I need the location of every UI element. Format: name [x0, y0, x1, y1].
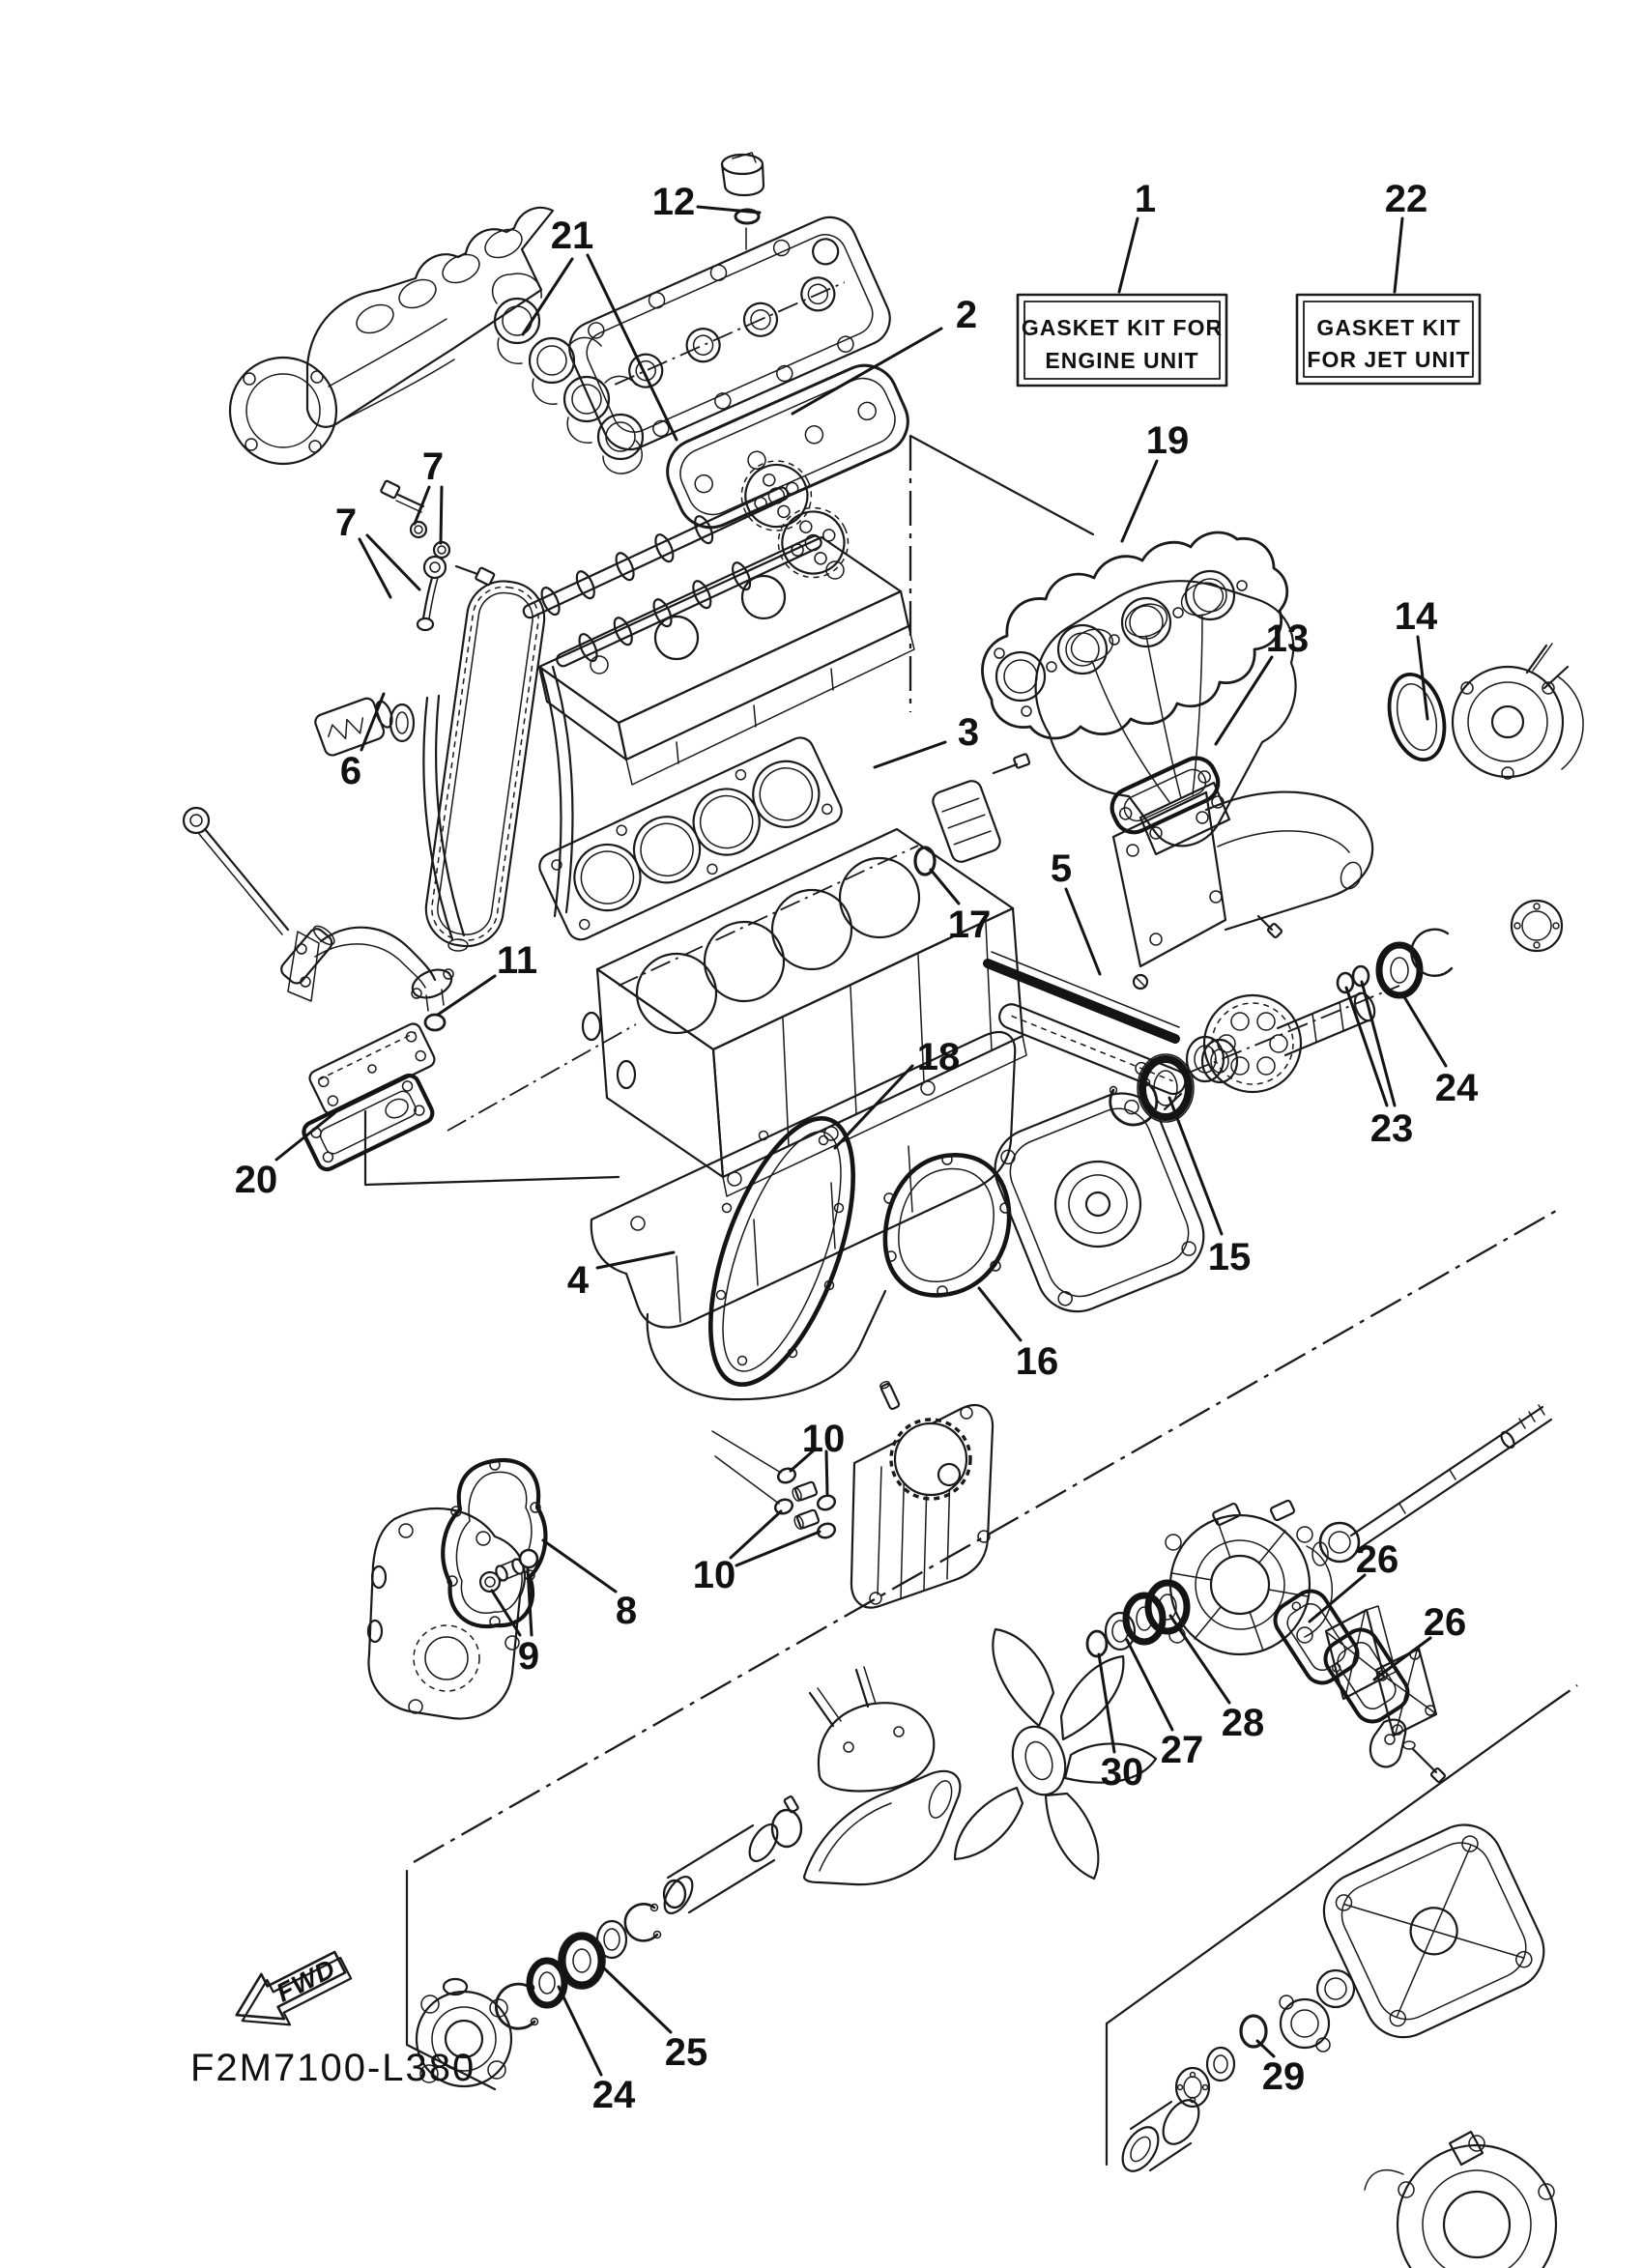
timing-chain-drawing	[421, 577, 573, 951]
callout-7: 7	[334, 502, 358, 544]
callout-leader-4	[597, 1252, 674, 1268]
callout-4: 4	[566, 1259, 590, 1302]
callout-leader-24	[1403, 995, 1446, 1066]
callout-2: 2	[955, 294, 978, 336]
callout-21: 21	[550, 215, 594, 257]
valve-cover-drawing	[561, 209, 898, 458]
callout-27: 27	[1160, 1729, 1204, 1771]
jet-kit-label-line1: GASKET KIT	[1316, 315, 1461, 340]
callout-leader-22	[1395, 218, 1402, 292]
callout-leader-7	[441, 487, 442, 543]
callout-24: 24	[591, 2074, 636, 2116]
callout-leader-5	[1066, 889, 1100, 974]
callout-1: 1	[1134, 178, 1157, 220]
exhaust-pipe-drawing	[1113, 792, 1372, 966]
callout-leader-9	[492, 1591, 520, 1635]
callout-25: 25	[664, 2031, 708, 2074]
drawing-code: F2M7100-L380	[190, 2047, 476, 2089]
callout-15: 15	[1207, 1236, 1252, 1278]
jet-nozz-drawing	[1365, 2132, 1556, 2268]
head-gasket-3-drawing	[535, 733, 847, 944]
outlet-housing-drawing	[1453, 644, 1583, 779]
callout-leader-3	[875, 742, 945, 767]
driveshaft-group-drawing	[417, 1667, 960, 2086]
callout-26: 26	[1423, 1601, 1467, 1644]
engine-kit-label-line1: GASKET KIT FOR	[1021, 315, 1224, 340]
engine-kit-label-line2: ENGINE UNIT	[1045, 348, 1199, 373]
callout-leader-11	[438, 976, 495, 1015]
part-5-drawing	[988, 952, 1189, 1098]
callout-9: 9	[517, 1635, 540, 1678]
bolts-7-drawing	[381, 480, 495, 630]
callout-10: 10	[692, 1554, 736, 1596]
callout-leader-28	[1170, 1616, 1229, 1703]
cylinder-block-drawing	[583, 829, 1026, 1196]
generator-cover-drawing	[983, 1081, 1216, 1324]
callout-17: 17	[947, 904, 992, 946]
callout-26: 26	[1355, 1538, 1399, 1581]
callout-leader-25	[599, 1964, 671, 2032]
pump-housing-drawing	[1166, 1405, 1551, 1654]
callout-8: 8	[615, 1590, 638, 1632]
callout-20: 20	[234, 1159, 278, 1201]
jet-kit-label-line2: FOR JET UNIT	[1307, 347, 1471, 372]
oring-17-drawing	[915, 754, 1030, 875]
callout-30: 30	[1100, 1751, 1144, 1794]
camshafts-drawing	[509, 444, 859, 697]
callout-leader-27	[1127, 1640, 1172, 1730]
fwd-arrow	[225, 1940, 358, 2044]
oil-cap-12-drawing	[722, 153, 764, 249]
gasket-16-drawing	[884, 1155, 1010, 1296]
gasket-14-drawing	[1381, 669, 1453, 765]
callout-leader-7	[415, 487, 429, 524]
coupling-group-drawing	[1110, 901, 1563, 1125]
callout-22: 22	[1384, 178, 1428, 220]
callout-leader-30	[1099, 1654, 1114, 1752]
front-cover-drawing	[368, 1508, 525, 1719]
callout-leader-19	[1122, 461, 1157, 541]
callout-leader-29	[1257, 2041, 1274, 2056]
callout-5: 5	[1050, 847, 1073, 890]
callout-19: 19	[1145, 419, 1190, 462]
callout-leader-18	[835, 1066, 912, 1148]
callout-leader-2	[793, 329, 941, 414]
callout-11: 11	[496, 939, 538, 982]
fwd-arrow-label: FWD	[272, 1953, 341, 2008]
callout-leader-17	[931, 870, 959, 904]
callout-24: 24	[1434, 1067, 1479, 1109]
callout-18: 18	[916, 1036, 961, 1078]
callout-6: 6	[339, 750, 362, 792]
callout-7: 7	[421, 445, 445, 488]
callout-leader-7	[360, 539, 390, 597]
transom-group-drawing	[1115, 1812, 1556, 2177]
reed-group-26-drawing	[1269, 1585, 1446, 1783]
gasket-kit-box-jet	[1297, 295, 1480, 384]
oil-filler-11-drawing	[288, 928, 455, 1030]
breather-plate-drawing	[307, 1021, 437, 1116]
gasket-kit-box-engine	[1018, 295, 1226, 386]
callout-16: 16	[1015, 1340, 1059, 1383]
gasket-21-drawing	[493, 273, 643, 474]
callout-leader-21	[588, 255, 677, 440]
callout-13: 13	[1265, 617, 1310, 660]
callout-14: 14	[1394, 595, 1438, 638]
callout-28: 28	[1221, 1702, 1265, 1744]
callout-leader-13	[1216, 657, 1272, 744]
callout-leader-7	[367, 535, 419, 589]
callout-leader-1	[1119, 218, 1138, 292]
callout-3: 3	[957, 711, 980, 754]
intake-manifold-drawing	[230, 208, 553, 464]
callout-29: 29	[1261, 2055, 1306, 2098]
callout-10: 10	[801, 1418, 846, 1460]
callout-leader-16	[979, 1288, 1021, 1340]
callout-leader-10	[736, 1532, 820, 1565]
callout-layer	[235, 178, 1479, 2116]
callout-leader-8	[543, 1540, 616, 1592]
engine-line-art	[184, 153, 1583, 2268]
callout-leader-24	[559, 1987, 601, 2075]
crankcase-drawing	[591, 1032, 1015, 1399]
callout-23: 23	[1369, 1107, 1414, 1150]
callout-12: 12	[651, 181, 696, 223]
dipstick-drawing	[184, 808, 337, 987]
